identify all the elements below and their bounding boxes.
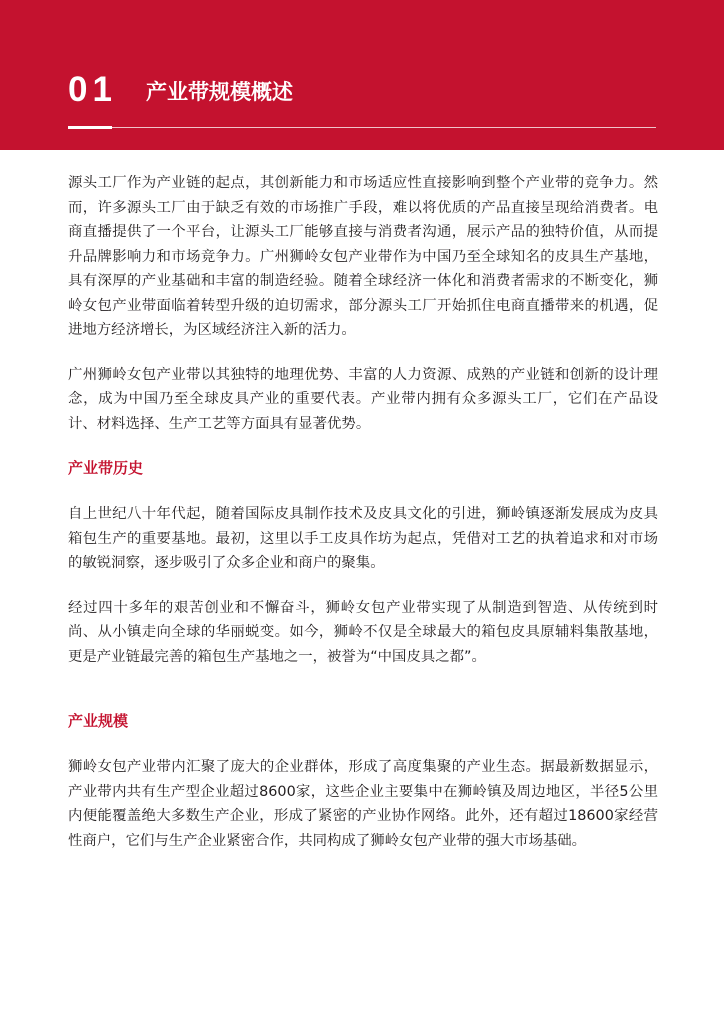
main-content (68, 171, 658, 853)
history-paragraph-2: 经过四十多年的艰苦创业和不懈奋斗，狮岭女包产业带实现了从制造到智造、从传统到时尚、从小镇走向全球的华丽蜕变。如今，狮岭不仅是全球最大的箱包皮具原辅料集散基地，更是产业链最完善的箱包生产基地之一，被誉为“中国皮具之都”。 (68, 599, 658, 665)
advantages-paragraph: 广州狮岭女包产业带以其独特的地理优势、丰富的人力资源、成熟的产业链和创新的设计理念，成为中国乃至全球皮具产业的重要代表。产业带内拥有众多源头工厂，它们在产品设计、材料选择、生产工艺等方面具有显著优势。 (68, 366, 658, 432)
header-divider-line (68, 127, 656, 128)
intro-paragraph: 源头工厂作为产业链的起点，其创新能力和市场适应性直接影响到整个产业带的竞争力。然而，许多源头工厂由于缺乏有效的市场推广手段，难以将优质的产品直接呈现给消费者。电商直播提供了一个平台，让源头工厂能够直接与消费者沟通，展示产品的独特价值，从而提升品牌影响力和市场竞争力。广州狮岭女包产业带作为中国乃至全球知名的皮具生产基地，具有深厚的产业基础和丰富的制造经验。随着全球经济一体化和消费者需求的不断变化，狮岭女包产业带面临着转型升级的迫切需求，部分源头工厂开始抓住电商直播带来的机遇，促进地方经济增长，为区域经济注入新的活力。 (68, 175, 658, 338)
header-accent-line (68, 126, 112, 129)
header-band (0, 0, 724, 150)
scale-heading: 产业规模 (68, 712, 129, 730)
history-heading: 产业带历史 (68, 459, 144, 477)
history-paragraph-1: 自上世纪八十年代起，随着国际皮具制作技术及皮具文化的引进，狮岭镇逐渐发展成为皮具箱包生产的重要基地。最初，这里以手工皮具作坊为起点，凭借对工艺的执着追求和对市场的敏锐洞察，逐步吸引了众多企业和商户的聚集。 (68, 506, 658, 571)
section-number: 01 (68, 70, 117, 109)
scale-paragraph: 狮岭女包产业带内汇聚了庞大的企业群体，形成了高度集聚的产业生态。据最新数据显示，产业带内共有生产型企业超过8600家，这些企业主要集中在狮岭镇及周边地区，半径5公里内便能覆盖绝大多数生产企业，形成了紧密的产业协作网络。此外，还有超过18600家经营性商户，它们与生产企业紧密合作，共同构成了狮岭女包产业带的强大市场基础。 (68, 759, 658, 849)
section-title: 产业带规模概述 (146, 80, 293, 104)
